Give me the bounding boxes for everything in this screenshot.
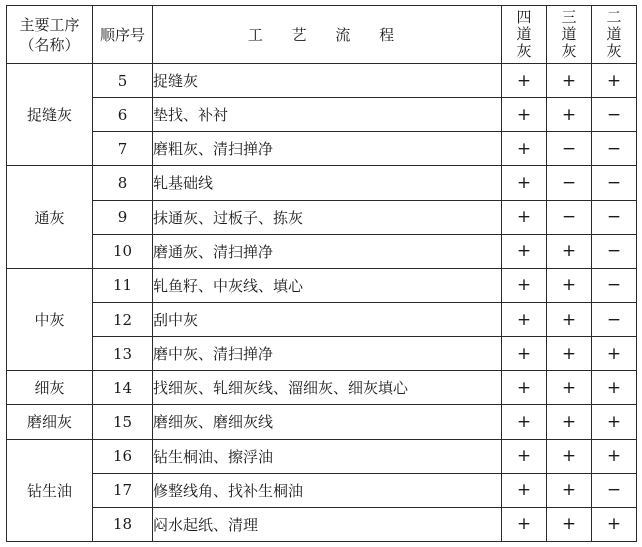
stage-cell: 细灰 (7, 371, 93, 405)
step-cell: 刮中灰 (153, 302, 502, 336)
table-row (7, 268, 637, 302)
level4-mark: + (502, 64, 547, 98)
level4-mark: + (502, 439, 547, 473)
process-table (6, 5, 637, 542)
level4-mark: + (502, 371, 547, 405)
step-cell: 磨通灰、清扫掸净 (153, 234, 502, 268)
table-row (7, 439, 637, 473)
seq-cell: 10 (93, 234, 153, 268)
header-stage-line1: 主要工序 (19, 15, 80, 34)
table-row (7, 371, 637, 405)
header-level3-char: 道 (561, 25, 577, 43)
seq-cell: 5 (93, 64, 153, 98)
level4-mark: + (502, 268, 547, 302)
level4-mark: + (502, 302, 547, 336)
header-process: 工 艺 流 程 (153, 6, 502, 64)
table-row (7, 507, 637, 541)
seq-cell: 18 (93, 507, 153, 541)
level3-mark: + (547, 337, 592, 371)
stage-cell: 通灰 (7, 166, 93, 268)
step-cell: 闷水起纸、清理 (153, 507, 502, 541)
level3-mark: + (547, 405, 592, 439)
header-level2-char: 二 (606, 8, 622, 26)
level2-mark: + (592, 439, 637, 473)
level3-mark: − (547, 132, 592, 166)
level3-mark: + (547, 302, 592, 336)
step-cell: 抹通灰、过板子、拣灰 (153, 200, 502, 234)
step-cell: 修整线角、找补生桐油 (153, 473, 502, 507)
level2-mark: − (592, 98, 637, 132)
level3-mark: − (547, 166, 592, 200)
header-stage-line2: （名称） (19, 35, 80, 54)
table-row (7, 234, 637, 268)
level2-mark: − (592, 473, 637, 507)
level2-mark: − (592, 268, 637, 302)
level2-mark: + (592, 507, 637, 541)
header-level2 (592, 6, 637, 64)
header-level4-char: 道 (516, 25, 532, 43)
step-cell: 磨中灰、清扫掸净 (153, 337, 502, 371)
stage-cell: 中灰 (7, 268, 93, 370)
level4-mark: + (502, 200, 547, 234)
step-cell: 垫找、补衬 (153, 98, 502, 132)
header-level2-char: 灰 (606, 42, 622, 60)
header-level3 (547, 6, 592, 64)
level2-mark: + (592, 337, 637, 371)
level2-mark: − (592, 234, 637, 268)
header-level2-char: 道 (606, 25, 622, 43)
step-cell: 轧基础线 (153, 166, 502, 200)
table-row (7, 405, 637, 439)
step-cell: 找细灰、轧细灰线、溜细灰、细灰填心 (153, 371, 502, 405)
seq-cell: 14 (93, 371, 153, 405)
step-cell: 钻生桐油、擦浮油 (153, 439, 502, 473)
level4-mark: + (502, 98, 547, 132)
level4-mark: + (502, 132, 547, 166)
level2-mark: − (592, 132, 637, 166)
header-level3-char: 灰 (561, 42, 577, 60)
table-row (7, 166, 637, 200)
stage-cell: 磨细灰 (7, 405, 93, 439)
step-cell: 捉缝灰 (153, 64, 502, 98)
seq-cell: 8 (93, 166, 153, 200)
level4-mark: + (502, 337, 547, 371)
table-row (7, 132, 637, 166)
seq-cell: 6 (93, 98, 153, 132)
header-stage (7, 6, 93, 64)
seq-cell: 9 (93, 200, 153, 234)
table-row (7, 473, 637, 507)
level2-mark: − (592, 200, 637, 234)
level2-mark: + (592, 405, 637, 439)
level3-mark: + (547, 473, 592, 507)
header-seq: 顺序号 (93, 6, 153, 64)
header-level4 (502, 6, 547, 64)
seq-cell: 12 (93, 302, 153, 336)
level4-mark: + (502, 166, 547, 200)
step-cell: 轧鱼籽、中灰线、填心 (153, 268, 502, 302)
header-row (7, 6, 637, 64)
level3-mark: + (547, 371, 592, 405)
level2-mark: − (592, 166, 637, 200)
table-row (7, 64, 637, 98)
level3-mark: + (547, 268, 592, 302)
level3-mark: + (547, 439, 592, 473)
level4-mark: + (502, 473, 547, 507)
table-row (7, 337, 637, 371)
level3-mark: − (547, 200, 592, 234)
stage-cell: 捉缝灰 (7, 64, 93, 166)
table-row (7, 302, 637, 336)
seq-cell: 16 (93, 439, 153, 473)
header-level4-char: 四 (516, 8, 532, 26)
seq-cell: 15 (93, 405, 153, 439)
level3-mark: + (547, 507, 592, 541)
header-level3-char: 三 (561, 8, 577, 26)
level3-mark: + (547, 234, 592, 268)
level3-mark: + (547, 64, 592, 98)
seq-cell: 7 (93, 132, 153, 166)
level4-mark: + (502, 405, 547, 439)
stage-cell: 钻生油 (7, 439, 93, 541)
seq-cell: 17 (93, 473, 153, 507)
seq-cell: 13 (93, 337, 153, 371)
step-cell: 磨粗灰、清扫掸净 (153, 132, 502, 166)
header-level4-char: 灰 (516, 42, 532, 60)
step-cell: 磨细灰、磨细灰线 (153, 405, 502, 439)
level3-mark: + (547, 98, 592, 132)
level4-mark: + (502, 507, 547, 541)
table-row (7, 98, 637, 132)
seq-cell: 11 (93, 268, 153, 302)
level4-mark: + (502, 234, 547, 268)
level2-mark: − (592, 302, 637, 336)
level2-mark: + (592, 371, 637, 405)
table-row (7, 200, 637, 234)
level2-mark: + (592, 64, 637, 98)
